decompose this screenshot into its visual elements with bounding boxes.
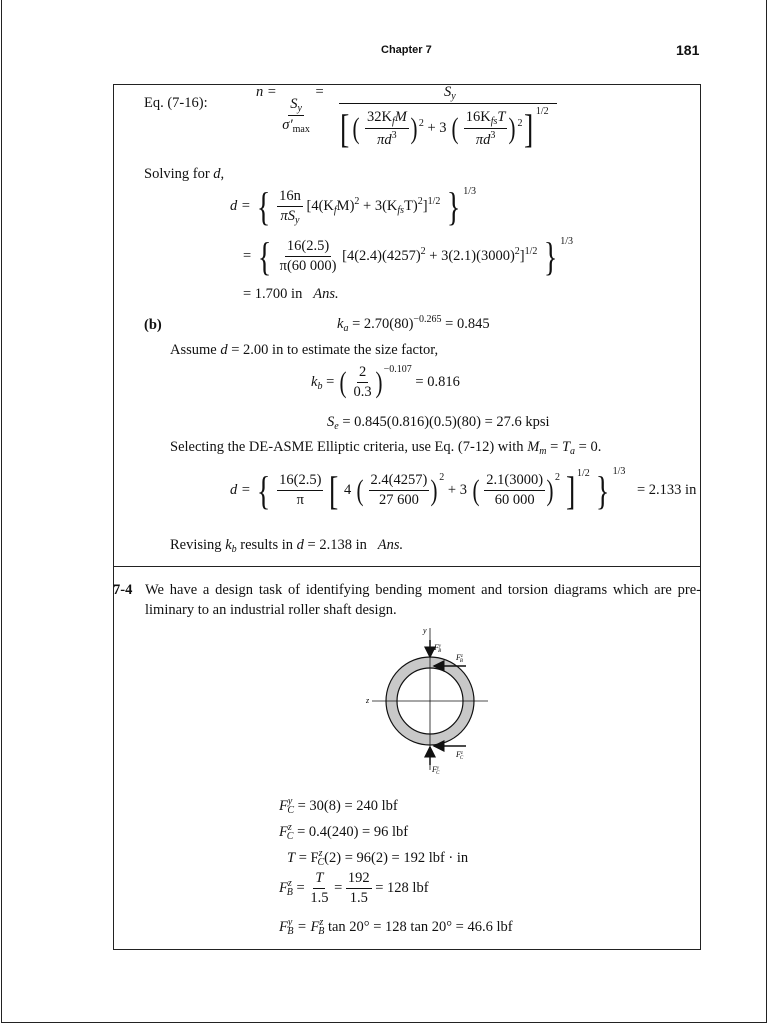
d2-formula: d = { $\frac{16(2.5)}{\pi}$ [ 4 ( $\frac{2.4(4257)}{27 600}$ ) $^2$ + 3 ( $\frac{2.1(3000)}{60 000}$ ) $^2$ ] $^{1/2}$ } $^{1/3}$ = 2.133 in <box>230 466 697 513</box>
d-substitution: = { $\frac{16(2.5)}{\pi(60 000)}$ $[4(2.4)(4257)^2 + 3(2.1)(3000)^2]^{1/2}$ } $^{1/3}$ <box>243 233 574 279</box>
kb-equation: $k_b$ = ( $\frac{2}{0.3}$ ) $^{-0.107}$ = 0.816 <box>311 364 460 401</box>
fcz-label: $F^z$ C <box>456 750 464 761</box>
eq-sy-top: $S_y$ <box>444 84 456 102</box>
force-eq-fby: $F^y_B = F^z_B$ tan 20° = 128 tan 20° = 46.6 lbf <box>279 917 513 937</box>
fbz-label: $F^z$ B <box>456 653 463 664</box>
force-eq-fcz: $F^z_C = 0.4(240) = 96$ lbf <box>279 822 409 842</box>
chapter-header: Chapter 7 <box>381 44 432 56</box>
fby-label: $F^y$ B <box>434 643 442 654</box>
page-number: 181 <box>676 42 700 58</box>
select-criteria-text: Selecting the DE-ASME Elliptic criteria, use Eq. (7-12) with $M_m = T_a = 0$. <box>170 439 602 457</box>
eq-7-16: n = $\frac{S_y}{\sigma'_{max}}$ = <box>256 84 324 135</box>
eq-denominator: [ ( $\frac{32K_fM}{\pi d^3}$ ) $^2$ + 3 ( $\frac{16K_{fs}T}{\pi d^3}$ ) $^2$] $^{1/2}$ <box>339 105 549 151</box>
se-equation: $S_e = 0.845(0.816)(0.5)(80) = 27.6$ kpsi <box>327 414 550 432</box>
force-eq-fbz: $F^z_B$ = $\frac{T}{1.5}$ = $\frac{192}{1.5}$ = 128 lbf <box>279 870 429 906</box>
revising-text: Revising $k_b$ results in d = 2.138 in Ans. <box>170 537 404 555</box>
roller-cross-section-diagram <box>360 620 510 780</box>
ka-equation: $k_a = 2.70(80)^{-0.265} = 0.845$ <box>337 314 490 334</box>
force-eq-fcy: $F^y_C = 30(8) = 240$ lbf <box>279 796 398 816</box>
d-formula: d = { $\frac{16n}{\pi S_y}$ $[4(K_fM)^2 + 3(K_{fs}T)^2]^{1/2}$ } $^{1/3}$ <box>230 183 476 229</box>
d-result: = 1.700 in Ans. <box>243 286 339 302</box>
eq-main-fraction-bar <box>339 103 557 104</box>
solving-for-text: Solving for d, <box>144 166 225 182</box>
y-axis-label: y <box>423 626 427 635</box>
force-eq-torque: $T = F^z_C(2) = 96(2) = 192$ lbf · in <box>287 848 469 868</box>
eq-label: Eq. (7-16): <box>144 95 208 111</box>
problem-statement: We have a design task of identifying bending moment and torsion diagrams which are pre-liminary to an industrial roller shaft design. <box>145 582 701 618</box>
part-b-label: (b) <box>144 317 162 333</box>
assume-text: Assume d = 2.00 in to estimate the size factor, <box>170 342 439 358</box>
fcy-label: $F^y$ C <box>432 765 440 776</box>
problem-number: 7-4 <box>113 582 133 598</box>
z-axis-label: z <box>366 696 370 705</box>
